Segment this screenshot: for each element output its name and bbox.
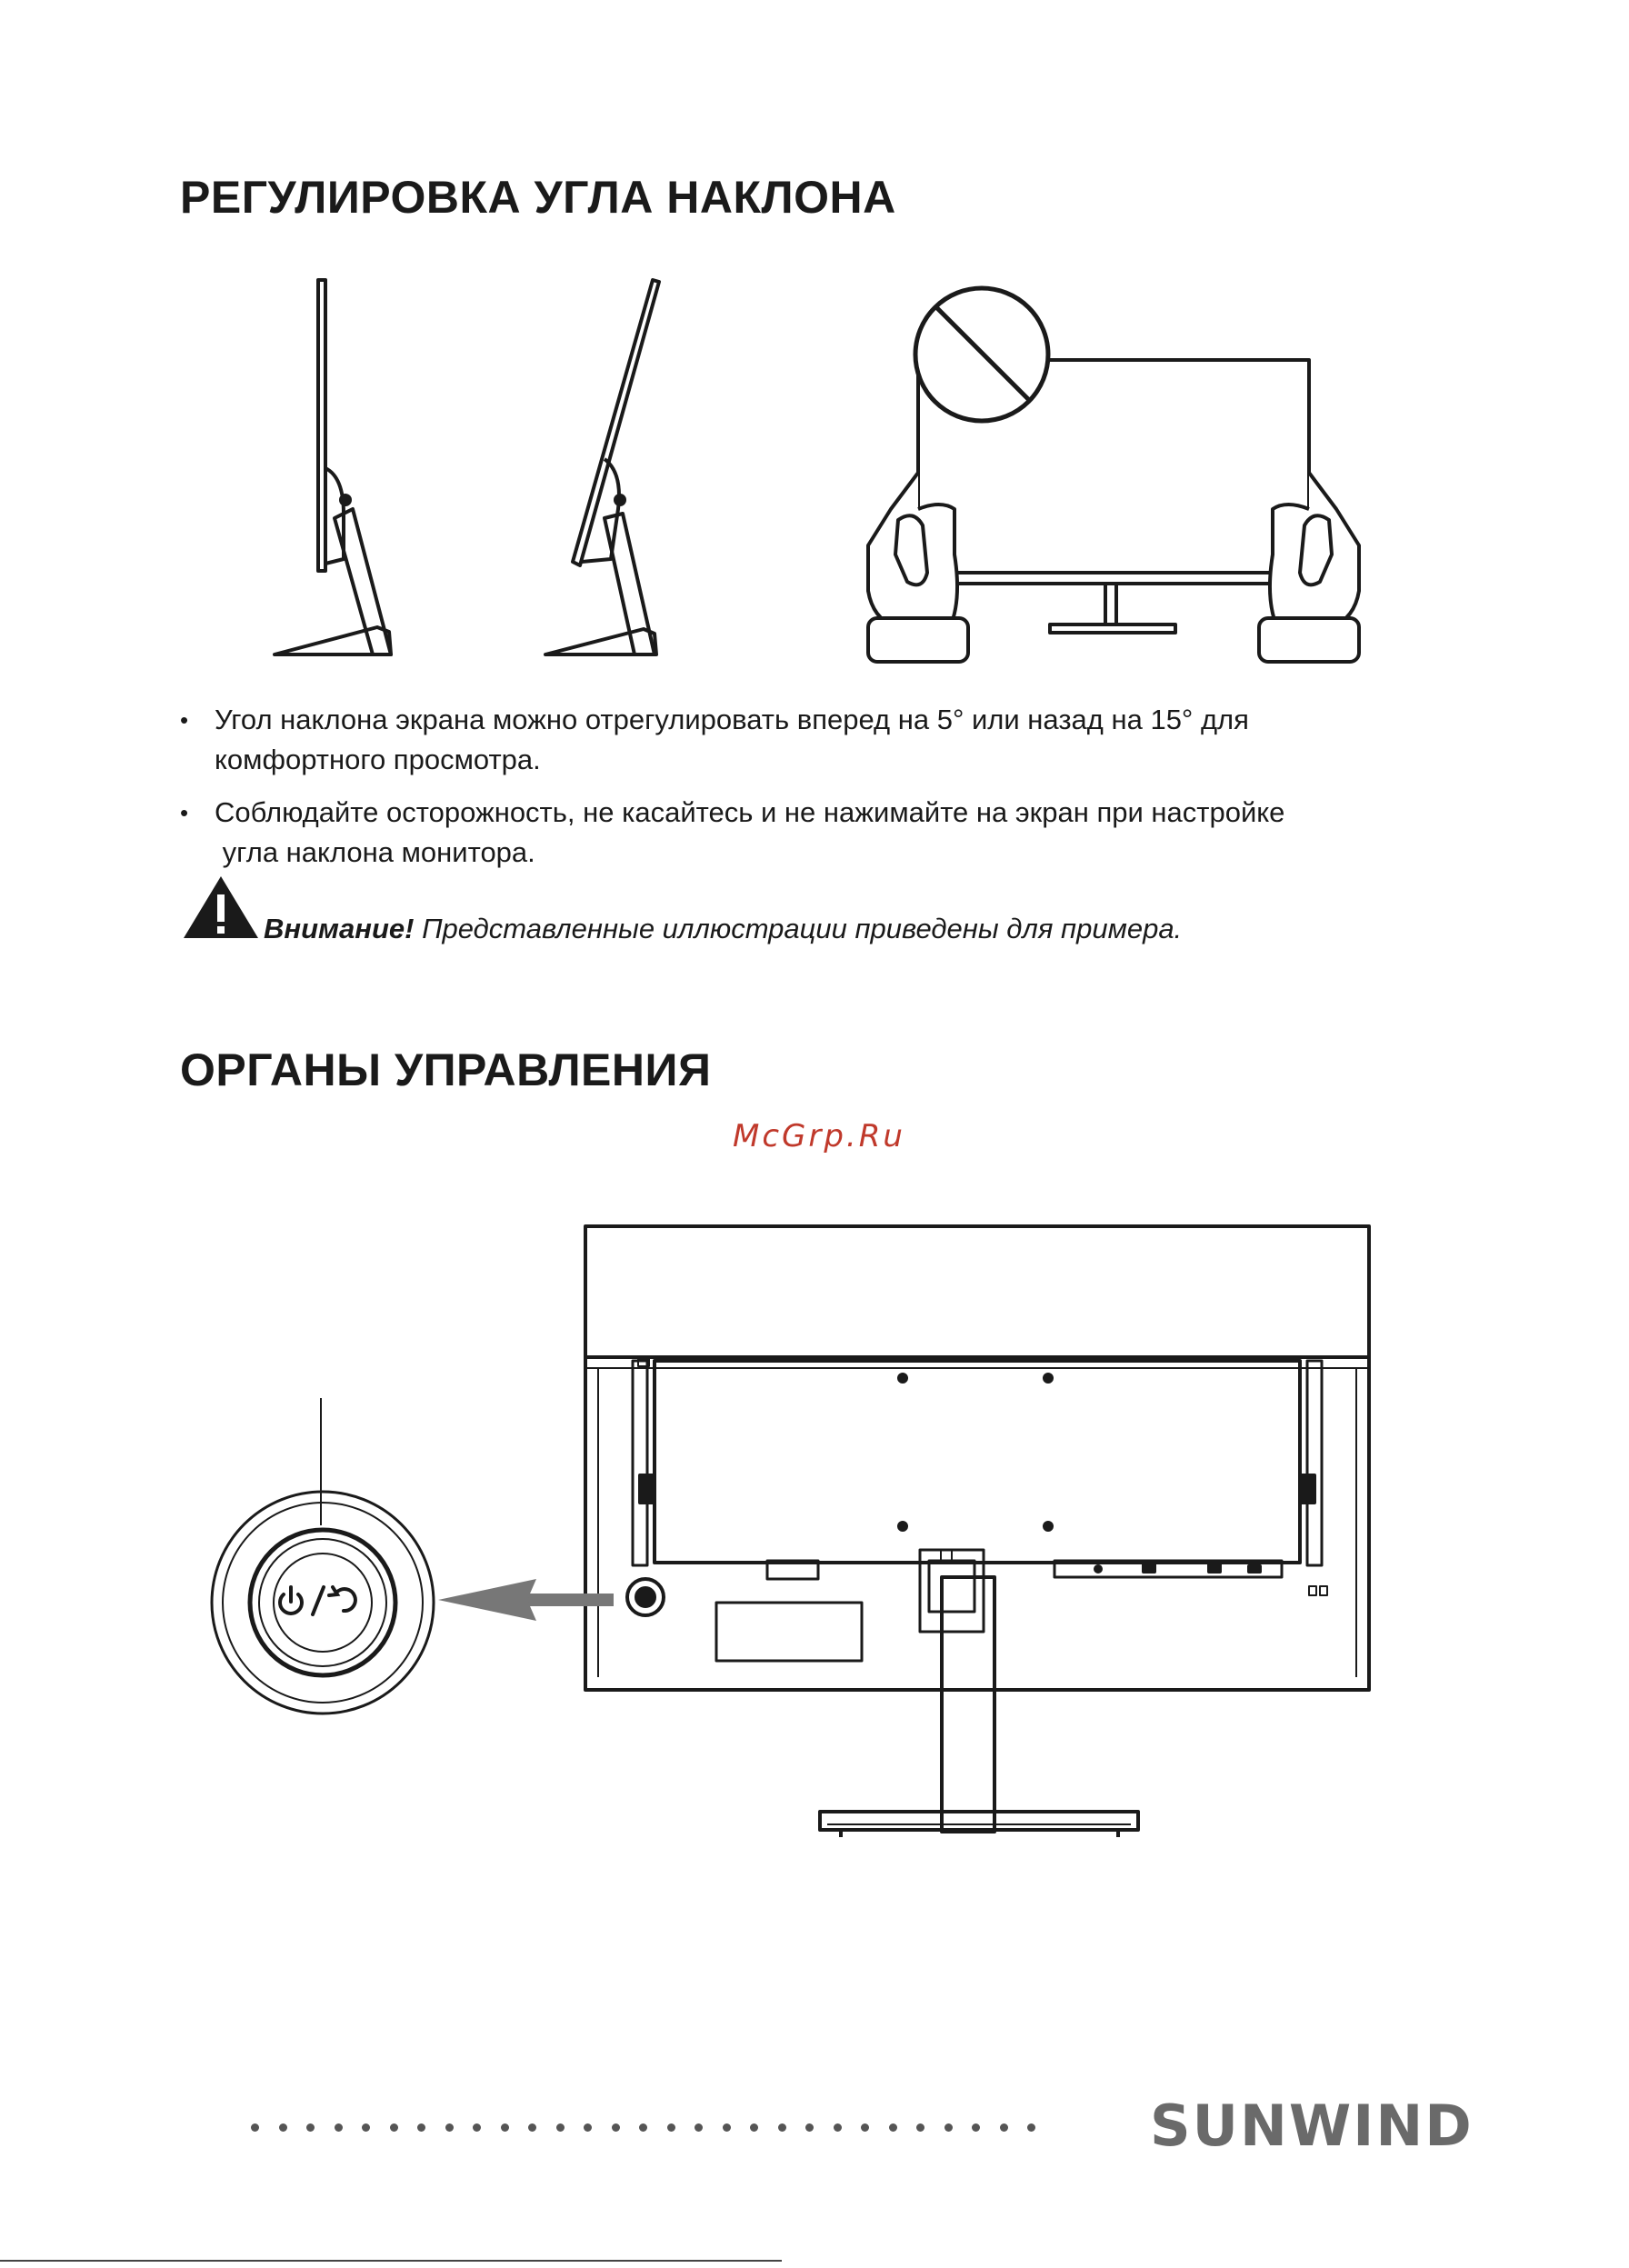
power-return-icon — [280, 1587, 355, 1614]
bullet-line: комфортного просмотра. — [215, 744, 541, 775]
warning-text: Представленные иллюстрации приведены для примера. — [414, 913, 1183, 944]
bullet-glyph: • — [180, 799, 189, 826]
controls-section-title: ОРГАНЫ УПРАВЛЕНИЯ — [180, 1044, 712, 1095]
warning-triangle-icon — [182, 874, 260, 940]
power-return-button-closeup — [209, 1489, 436, 1716]
monitor-side-view-tilted-illustration — [536, 273, 682, 664]
tilt-section-title: РЕГУЛИРОВКА УГЛА НАКЛОНА — [180, 172, 896, 223]
warning-label: Внимание! — [264, 913, 415, 944]
list-item — [180, 700, 1471, 780]
warning-note — [264, 913, 1182, 945]
bullet-glyph: • — [180, 706, 189, 734]
brand-logo: SUNWIND — [1150, 2093, 1474, 2159]
bottom-divider — [0, 2260, 782, 2262]
monitor-rear-view-illustration — [582, 1223, 1382, 1841]
button-location-arrow-icon — [436, 1577, 618, 1623]
bullet-line: Соблюдайте осторожность, не касайтесь и не нажимайте на экран при настройке — [215, 796, 1285, 828]
bullet-line: угла наклона монитора. — [215, 836, 535, 868]
watermark-text: McGrp.Ru — [733, 1118, 905, 1154]
do-not-press-screen-illustration — [864, 282, 1364, 664]
bullet-line: Угол наклона экрана можно отрегулировать вперед на 5° или назад на 15° для — [215, 704, 1249, 735]
list-item — [180, 793, 1471, 873]
footer-dotted-rule — [251, 2123, 1055, 2132]
tilt-instructions-list — [180, 700, 1471, 885]
monitor-side-view-upright-illustration — [264, 273, 409, 664]
